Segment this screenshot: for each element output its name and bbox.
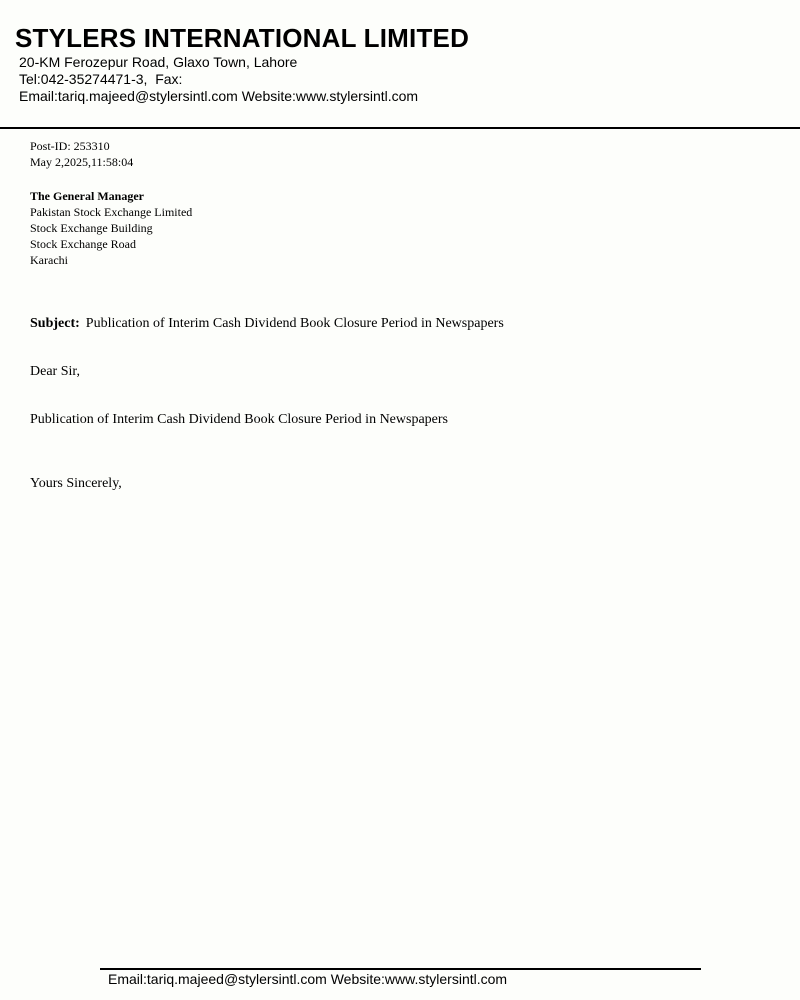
company-name: STYLERS INTERNATIONAL LIMITED: [15, 23, 470, 53]
post-id: Post-ID: 253310: [30, 139, 110, 153]
header-divider: [0, 127, 800, 129]
footer-contact: Email:tariq.majeed@stylersintl.com Website:www.stylersintl.com: [108, 971, 508, 987]
recipient-block: [30, 188, 780, 268]
subject-label: Subject:: [30, 316, 80, 331]
footer-divider: [100, 968, 701, 970]
recipient-line: Stock Exchange Building: [30, 221, 153, 235]
letter-meta: [30, 138, 780, 170]
subject-line: [30, 315, 780, 333]
company-phone: Tel:042-35274471-3, Fax:: [19, 71, 183, 87]
post-datetime: May 2,2025,11:58:04: [30, 155, 134, 169]
company-contact: Email:tariq.majeed@stylersintl.com Website:www.stylersintl.com: [19, 88, 419, 104]
salutation: Dear Sir,: [30, 364, 80, 379]
company-address: 20-KM Ferozepur Road, Glaxo Town, Lahore: [19, 54, 298, 70]
recipient-line: Karachi: [30, 253, 68, 267]
subject-text: Publication of Interim Cash Dividend Book Closure Period in Newspapers: [85, 316, 504, 331]
recipient-line: Stock Exchange Road: [30, 237, 136, 251]
letter-body: [30, 138, 780, 493]
body-paragraph: Publication of Interim Cash Dividend Book Closure Period in Newspapers: [30, 412, 448, 427]
closing: Yours Sincerely,: [30, 476, 122, 491]
letterhead: [15, 22, 785, 105]
recipient-title: The General Manager: [30, 189, 144, 203]
recipient-line: Pakistan Stock Exchange Limited: [30, 205, 193, 219]
